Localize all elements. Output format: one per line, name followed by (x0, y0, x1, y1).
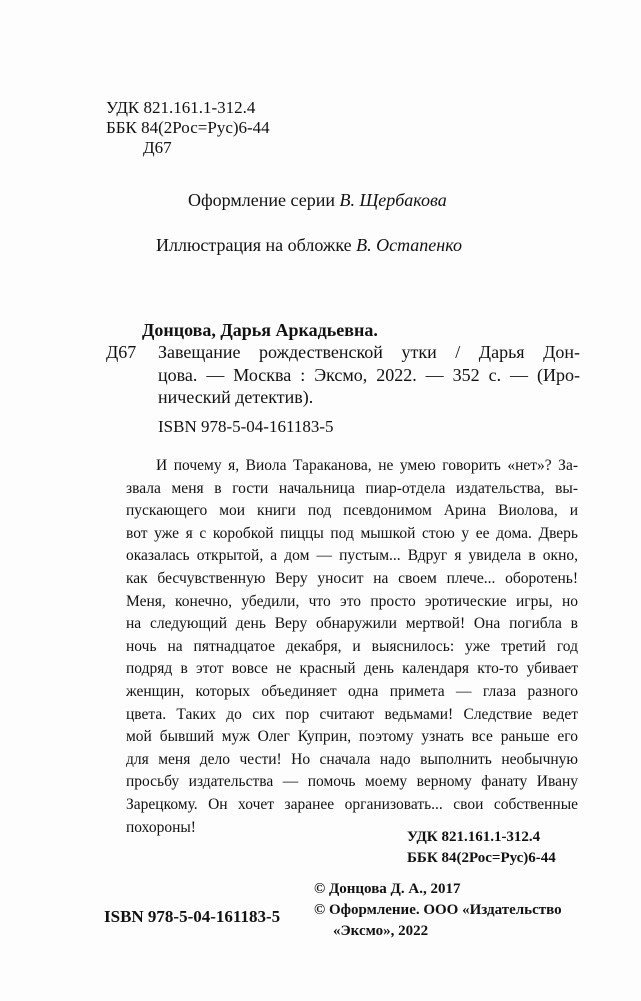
annotation-line: подряд в этот вовсе не красный день календаря кто-то убивает (126, 660, 578, 678)
annotation-line: просьбу издательства — помочь моему верному фанату Ивану (126, 773, 578, 791)
annotation-line: ночь на пятнадцатое декабря, и выяснилось: уже третий год (126, 637, 578, 655)
series-design-name: В. Щербакова (339, 190, 447, 210)
annotation-line: звала меня в гости начальница пиар-отдела издательства, вы- (126, 479, 578, 497)
bottom-udk-code: УДК 821.161.1-312.4 (407, 829, 541, 845)
bottom-isbn: ISBN 978-5-04-161183-5 (104, 907, 281, 926)
author-mark: Д67 (143, 138, 172, 157)
bottom-bbk-code: ББК 84(2Рос=Рус)6-44 (407, 850, 556, 866)
annotation-line: вот уже я с коробкой пиццы под мышкой стою у ее дома. Дверь (126, 524, 578, 542)
annotation-line: на следующий день Веру обнаружили мертвой! Она погибла в (126, 615, 578, 633)
series-design-credit (188, 188, 447, 213)
copyright-design: © Оформление. ООО «Издательство (314, 902, 562, 918)
bibliographic-description (158, 341, 580, 409)
annotation-line: женщин, которых объединяет одна примета — глаза разного (126, 682, 578, 700)
record-isbn: ISBN 978-5-04-161183-5 (158, 417, 334, 436)
bbk-code: ББК 84(2Рос=Рус)6-44 (106, 118, 270, 137)
series-design-label: Оформление серии (188, 190, 335, 210)
copyright-design-cont: «Эксмо», 2022 (333, 923, 429, 939)
cover-illustration-name: В. Остапенко (356, 235, 462, 255)
annotation-line: цвета. Таких до сих пор считают ведьмами! Следствие ведет (126, 705, 578, 723)
annotation-line: Зарецкому. Он хочет заранее организовать... свои собственные (126, 795, 578, 813)
record-author-mark: Д67 (106, 342, 137, 362)
author-heading: Донцова, Дарья Аркадьевна. (142, 320, 378, 340)
annotation-line: как бесчувственную Веру уносит на своем плече... оборотень! (126, 569, 578, 587)
annotation-line: пускающего мои книги под псевдонимом Арина Виолова, и (126, 502, 578, 520)
annotation-line: мой бывший муж Олег Куприн, поэтому узнать все раньше его (126, 728, 578, 746)
annotation-line: И почему я, Виола Тараканова, не умею говорить «нет»? За- (156, 457, 578, 474)
annotation-line: оказалась открытой, а дом — пустым... Вдруг я увидела в окно, (126, 547, 578, 565)
copyright-author: © Донцова Д. А., 2017 (314, 881, 461, 897)
cover-illustration-credit (156, 233, 462, 258)
annotation-line: для меня дело чести! Но сначала надо выполнить необычную (126, 750, 578, 768)
udk-code: УДК 821.161.1-312.4 (106, 98, 256, 117)
cover-illustration-label: Иллюстрация на обложке (156, 235, 352, 255)
annotation-line: Меня, конечно, убедили, что это просто эротические игры, но (126, 592, 578, 610)
annotation-line: похороны! (126, 818, 196, 836)
description-line: цова. — Москва : Эксмо, 2022. — 352 с. — (Иро- (158, 364, 580, 385)
annotation (126, 455, 578, 839)
description-line: Завещание рождественской утки / Дарья Дон- (158, 342, 580, 362)
description-line: нический детектив). (158, 387, 314, 407)
